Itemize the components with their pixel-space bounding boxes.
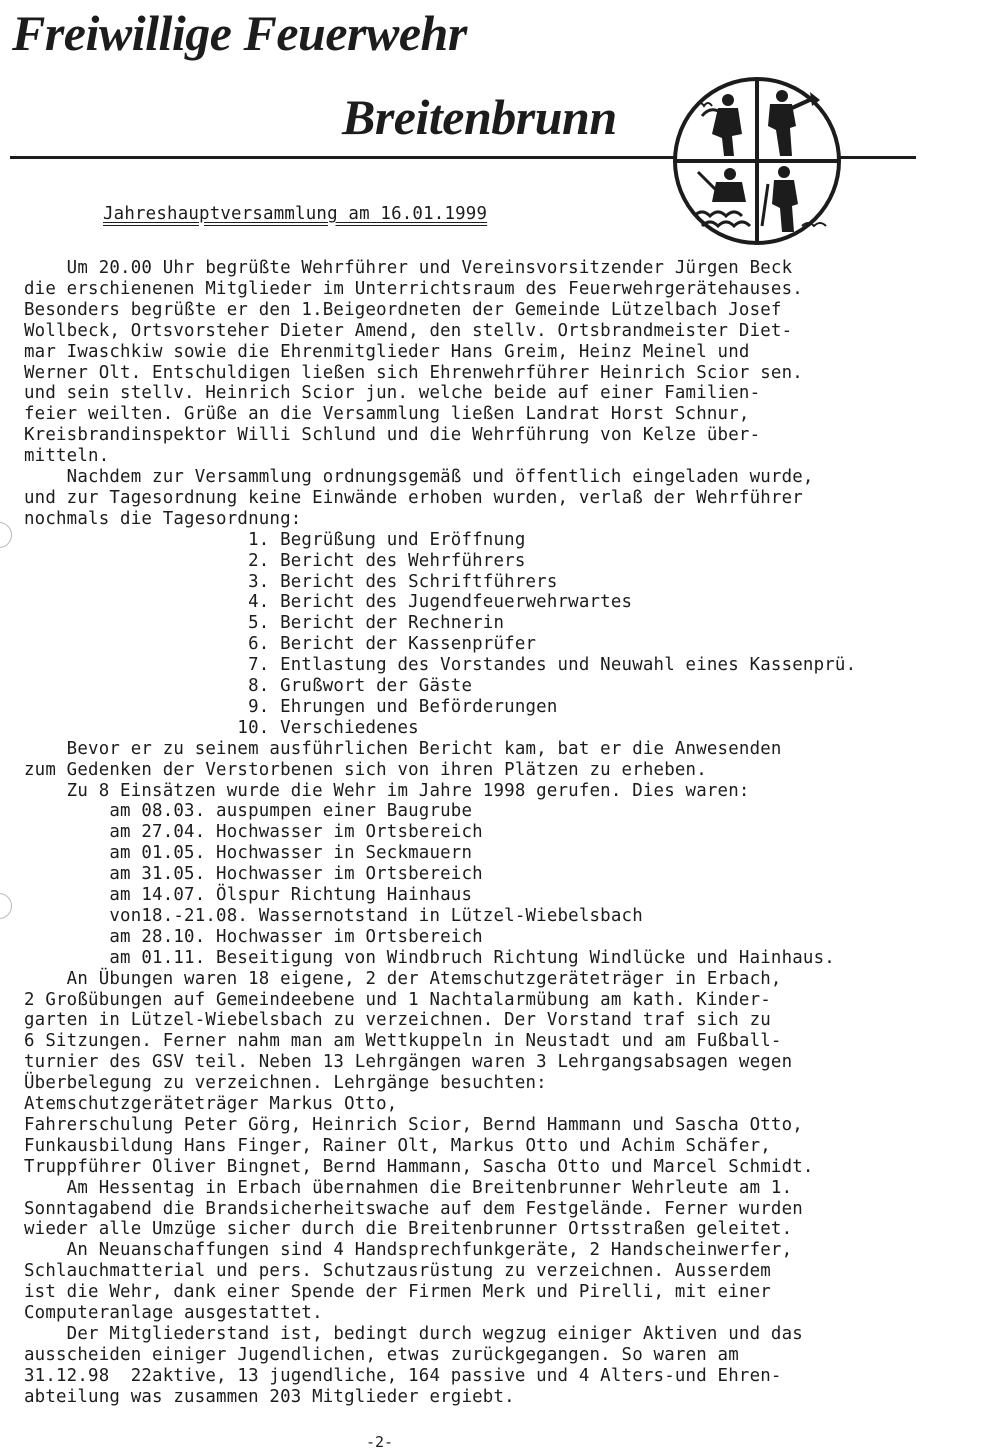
fire-brigade-emblem-icon	[672, 76, 842, 246]
text-line: am 28.10. Hochwasser im Ortsbereich	[24, 926, 483, 947]
text-line: Computeranlage ausgestattet.	[24, 1303, 323, 1323]
page-number: -2-	[366, 1433, 394, 1451]
text-line: 3. Bericht des Schriftführers	[24, 571, 558, 592]
text-line: abteilung was zusammen 203 Mitglieder ergiebt.	[24, 1386, 515, 1407]
text-line: und zur Tagesordnung keine Einwände erhoben wurden, verlaß der Wehrführer	[24, 487, 803, 508]
masthead-subtitle: Breitenbrunn	[342, 89, 617, 145]
text-line: 4. Bericht des Jugendfeuerwehrwartes	[24, 592, 633, 613]
text-line: Wollbeck, Ortsvorsteher Dieter Amend, den stellv. Ortsbrandmeister Diet-	[24, 320, 793, 341]
text-line: 6. Bericht der Kassenprüfer	[24, 634, 537, 655]
text-line: am 27.04. Hochwasser im Ortsbereich	[24, 822, 483, 843]
text-line: An Neuanschaffungen sind 4 Handsprechfunkgeräte, 2 Handscheinwerfer,	[24, 1240, 793, 1261]
text-line: 8. Grußwort der Gäste	[24, 676, 473, 696]
text-line: Nachdem zur Versammlung ordnungsgemäß und öffentlich eingeladen wurde,	[24, 467, 814, 487]
text-line: Zu 8 Einsätzen wurde die Wehr im Jahre 1998 gerufen. Dies waren:	[24, 780, 750, 801]
text-line: 2 Großübungen auf Gemeindeebene und 1 Nachtalarmübung am kath. Kinder-	[24, 989, 771, 1010]
document-title: Jahreshauptversammlung am 16.01.1999	[103, 204, 488, 224]
text-line: am 31.05. Hochwasser im Ortsbereich	[24, 864, 483, 885]
text-line: zum Gedenken der Verstorbenen sich von ihren Plätzen zu erheben.	[24, 759, 707, 780]
text-line: Besonders begrüßte er den 1.Beigeordneten der Gemeinde Lützelbach Josef	[24, 299, 782, 320]
text-line: am 14.07. Ölspur Richtung Hainhaus	[24, 885, 473, 905]
text-line: Der Mitgliederstand ist, bedingt durch wegzug einiger Aktiven und das	[24, 1323, 803, 1344]
masthead-title: Freiwillige Feuerwehr	[12, 5, 467, 61]
text-line: An Übungen waren 18 eigene, 2 der Atemschutzgeräteträger in Erbach,	[24, 968, 782, 989]
text-line: Werner Olt. Entschuldigen ließen sich Ehrenwehrführer Heinrich Scior sen.	[24, 362, 803, 383]
text-line: 2. Bericht des Wehrführers	[24, 550, 526, 571]
text-line: 10. Verschiedenes	[24, 717, 419, 738]
text-line: garten in Lützel-Wiebelsbach zu verzeichnen. Der Vorstand traf sich zu	[24, 1010, 771, 1031]
text-line: 9. Ehrungen und Beförderungen	[24, 696, 558, 717]
text-line: am 01.05. Hochwasser in Seckmauern	[24, 843, 473, 864]
text-line: nochmals die Tagesordnung:	[24, 508, 302, 529]
text-line: Bevor er zu seinem ausführlichen Bericht kam, bat er die Anwesenden	[24, 738, 782, 759]
text-line: Fahrerschulung Peter Görg, Heinrich Scior, Bernd Hammann und Sascha Otto,	[24, 1114, 803, 1135]
text-line: Überbelegung zu verzeichnen. Lehrgänge besuchten:	[24, 1073, 547, 1094]
text-line: Kreisbrandinspektor Willi Schlund und die Wehrführung von Kelze über-	[24, 425, 761, 446]
text-line: von18.-21.08. Wassernotstand in Lützel-Wiebelsbach	[24, 905, 643, 926]
text-line: Sonntagabend die Brandsicherheitswache auf dem Festgelände. Ferner wurden	[24, 1198, 803, 1219]
text-line: mitteln.	[24, 446, 110, 467]
text-line: 6 Sitzungen. Ferner nahm man am Wettkuppeln in Neustadt und am Fußball-	[24, 1031, 782, 1052]
text-line: Atemschutzgeräteträger Markus Otto,	[24, 1094, 398, 1114]
text-line: Um 20.00 Uhr begrüßte Wehrführer und Vereinsvorsitzender Jürgen Beck	[24, 258, 793, 278]
text-line: Funkausbildung Hans Finger, Rainer Olt, Markus Otto und Achim Schäfer,	[24, 1135, 771, 1156]
text-line: die erschienenen Mitglieder im Unterrichtsraum des Feuerwehrgerätehauses.	[24, 278, 803, 299]
text-line: am 01.11. Beseitigung von Windbruch Richtung Windlücke und Hainhaus.	[24, 947, 835, 968]
text-line: und sein stellv. Heinrich Scior jun. welche beide auf einer Familien-	[24, 383, 761, 404]
text-line: ausscheiden einiger Jugendlichen, etwas zurückgegangen. So waren am	[24, 1344, 739, 1365]
text-line: am 08.03. auspumpen einer Baugrube	[24, 801, 473, 822]
text-line: Truppführer Oliver Bingnet, Bernd Hammann, Sascha Otto und Marcel Schmidt.	[24, 1156, 814, 1177]
punch-hole	[0, 522, 12, 548]
punch-hole	[0, 893, 12, 919]
text-line: 31.12.98 22aktive, 13 jugendliche, 164 passive und 4 Alters-und Ehren-	[24, 1365, 782, 1386]
text-line: Schlauchmatterial und pers. Schutzausrüstung zu verzeichnen. Ausserdem	[24, 1261, 771, 1282]
text-line: wieder alle Umzüge sicher durch die Breitenbrunner Ortsstraßen geleitet.	[24, 1219, 793, 1240]
text-line: mar Iwaschkiw sowie die Ehrenmitglieder Hans Greim, Heinz Meinel und	[24, 341, 750, 362]
text-line: feier weilten. Grüße an die Versammlung ließen Landrat Horst Schnur,	[24, 404, 750, 425]
text-line: ist die Wehr, dank einer Spende der Firmen Merk und Pirelli, mit einer	[24, 1282, 771, 1303]
text-line: 7. Entlastung des Vorstandes und Neuwahl eines Kassenprü.	[24, 655, 857, 676]
text-line: Am Hessentag in Erbach übernahmen die Breitenbrunner Wehrleute am 1.	[24, 1177, 793, 1198]
text-line: 5. Bericht der Rechnerin	[24, 613, 505, 634]
text-line: 1. Begrüßung und Eröffnung	[24, 529, 526, 550]
text-line: turnier des GSV teil. Neben 13 Lehrgängen waren 3 Lehrgangsabsagen wegen	[24, 1052, 793, 1073]
